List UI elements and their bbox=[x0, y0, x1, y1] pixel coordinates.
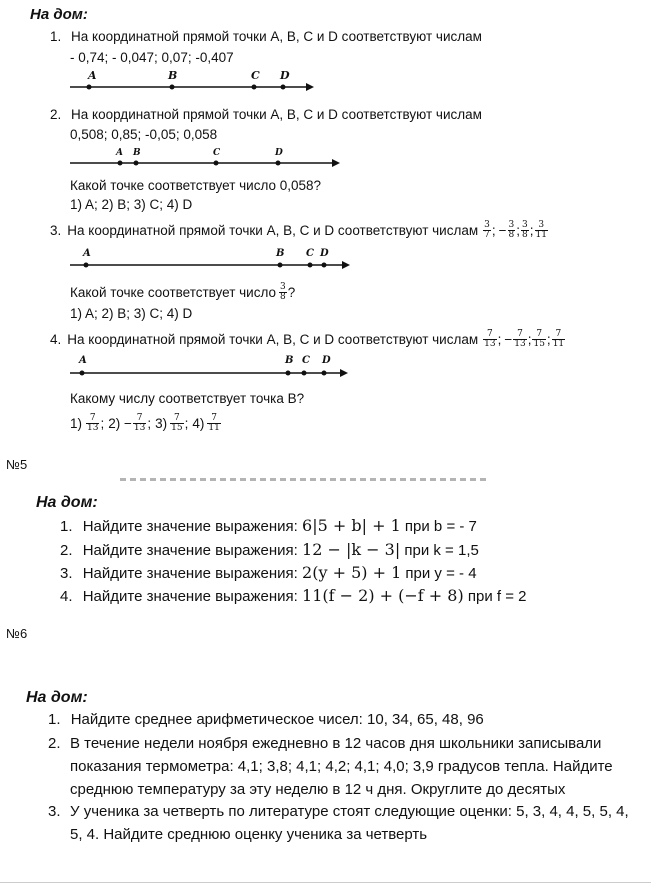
s3-item-1 bbox=[48, 711, 484, 728]
q4-answer-1-label: 1) bbox=[70, 415, 83, 431]
q3 bbox=[50, 218, 549, 242]
q2 bbox=[50, 107, 482, 122]
s2-item-3-text: Найдите значение выражения: bbox=[82, 565, 298, 582]
label-no6: №6 bbox=[6, 626, 28, 641]
s2-item-4-cond: при f = 2 bbox=[467, 588, 527, 605]
q4-answer-2-label: 2) − bbox=[108, 415, 132, 431]
s3-item-1-number: 1. bbox=[48, 711, 61, 728]
label-no5: №5 bbox=[6, 457, 28, 472]
s2-item-3-cond: при y = - 4 bbox=[405, 565, 477, 582]
q3-number-line bbox=[70, 260, 350, 272]
q3-point-a bbox=[84, 263, 89, 268]
s2-item-4 bbox=[60, 586, 527, 605]
q2-label-b: B bbox=[133, 148, 141, 158]
s2-item-1-number: 1. bbox=[60, 518, 73, 535]
q2-values: 0,508; 0,85; -0,05; 0,058 bbox=[70, 127, 218, 142]
q3-label-b: B bbox=[276, 248, 285, 259]
q2-number: 2. bbox=[50, 107, 62, 122]
section1-title: На дом: bbox=[30, 6, 88, 23]
q4-frac-1: $\frac{7}{13}$ bbox=[484, 328, 496, 349]
s3-item-2-line-2: показания термометра: 4,1; 3,8; 4,1; 4,2; 4,1; 4,0; 3,9 градусов тепла. Найдите bbox=[70, 758, 613, 775]
q4-point-b bbox=[286, 371, 291, 376]
s2-item-3 bbox=[60, 563, 477, 582]
q3-label-a: A bbox=[83, 248, 91, 259]
s3-item-3-line-2: 5, 4. Найдите среднюю оценку ученика за четверть bbox=[70, 826, 428, 843]
q4-answers: 1) $\frac{7}{13}$ ; 2) − $\frac{7}{13}$ ; 3) $\frac{7}{15}$ ; 4) $\frac{7}{11}$ bbox=[70, 412, 220, 433]
s2-item-2 bbox=[60, 540, 479, 559]
q2-point-d bbox=[276, 161, 281, 166]
q1-values: - 0,74; - 0,047; 0,07; -0,407 bbox=[70, 50, 234, 65]
q3-number: 3. bbox=[50, 222, 62, 238]
q4-frac-2-sign: − bbox=[504, 331, 513, 347]
q4-answer-3: $\frac{7}{15}$ bbox=[171, 412, 183, 433]
q3-point-b bbox=[278, 263, 283, 268]
q2-point-b bbox=[134, 161, 139, 166]
s3-item-2-number: 2. bbox=[48, 735, 61, 752]
q1-number-line bbox=[70, 82, 310, 94]
q1-point-a bbox=[87, 85, 92, 90]
s2-item-2-number: 2. bbox=[60, 542, 73, 559]
q2-number-line bbox=[70, 158, 340, 170]
s3-item-3-line-1: У ученика за четверть по литературе стоят следующие оценки: 5, 3, 4, 4, 5, 5, 4, bbox=[70, 803, 629, 820]
s2-item-3-expr: 2(y + 5) + 1 bbox=[302, 563, 402, 582]
q4-question: Какому числу соответствует точка B? bbox=[70, 391, 305, 406]
q4-frac-2: $\frac{7}{13}$ bbox=[514, 328, 526, 349]
q3-question-line: Какой точке соответствует число $\frac{3}{8}$ ? bbox=[70, 281, 296, 302]
q3-label-d: D bbox=[320, 248, 329, 259]
q4-text: На координатной прямой точки A, B, C и D соответствуют числам bbox=[67, 331, 479, 347]
q1-label-a: A bbox=[88, 69, 97, 82]
s2-item-4-text: Найдите значение выражения: bbox=[82, 588, 298, 605]
q1-label-b: B bbox=[168, 69, 178, 82]
q4-answer-4: $\frac{7}{11}$ bbox=[208, 412, 220, 433]
cropped-text-artifact bbox=[120, 478, 490, 481]
q4-answer-2: $\frac{7}{13}$ bbox=[133, 412, 146, 433]
q3-answers: 1) A; 2) B; 3) C; 4) D bbox=[70, 306, 193, 321]
q4-label-b: B bbox=[285, 355, 294, 366]
q2-question: Какой точке соответствует число 0,058? bbox=[70, 178, 322, 193]
s2-item-2-expr: 12 − |k − 3| bbox=[302, 540, 401, 559]
q4-label-d: D bbox=[322, 355, 331, 366]
q2-answers: 1) A; 2) B; 3) C; 4) D bbox=[70, 197, 193, 212]
q4 bbox=[50, 326, 566, 352]
s2-item-1-expr: 6|5 + b| + 1 bbox=[302, 516, 401, 535]
s2-item-1 bbox=[60, 516, 477, 535]
q1-label-c: C bbox=[251, 69, 260, 82]
s3-item-2-line-1: В течение недели ноября ежедневно в 12 часов дня школьники записывали bbox=[70, 735, 602, 752]
q1-point-d bbox=[281, 85, 286, 90]
q3-point-d bbox=[322, 263, 327, 268]
s3-item-3-number: 3. bbox=[48, 803, 61, 820]
q1-label-d: D bbox=[280, 69, 290, 82]
q3-fraction-list: $\frac{3}{7}$ ; − $\frac{3}{8}$ ; $\frac{3}{8}$ ; $\frac{3}{11}$ bbox=[484, 219, 547, 240]
q4-frac-4: $\frac{7}{11}$ bbox=[552, 328, 565, 349]
q4-point-c bbox=[302, 371, 307, 376]
q2-text: На координатной прямой точки A, B, C и D соответствуют числам bbox=[71, 107, 482, 122]
q3-point-c bbox=[308, 263, 313, 268]
s2-item-4-number: 4. bbox=[60, 588, 73, 605]
q3-frac-2-sign: − bbox=[498, 222, 507, 238]
q1-text: На координатной прямой точки A, B, C и D соответствуют числам bbox=[71, 29, 482, 44]
q3-frac-1: $\frac{3}{7}$ bbox=[484, 219, 490, 240]
q4-frac-3: $\frac{7}{15}$ bbox=[533, 328, 545, 349]
q4-point-a bbox=[80, 371, 85, 376]
q4-label-a: A bbox=[79, 355, 87, 366]
s2-item-4-expr: 11(f − 2) + (−f + 8) bbox=[302, 586, 464, 605]
q3-label-c: C bbox=[306, 248, 314, 259]
q3-frac-2: $\frac{3}{8}$ bbox=[508, 219, 515, 240]
q1-point-b bbox=[170, 85, 175, 90]
q2-point-a bbox=[118, 161, 123, 166]
section2-title: На дом: bbox=[36, 494, 98, 511]
q1-point-c bbox=[252, 85, 257, 90]
s3-item-1-line-1: Найдите среднее арифметическое чисел: 10, 34, 65, 48, 96 bbox=[70, 711, 484, 728]
q4-answer-1: $\frac{7}{13}$ bbox=[87, 412, 99, 433]
q1-number: 1. bbox=[50, 29, 62, 44]
q2-label-a: A bbox=[116, 148, 123, 158]
q2-point-c bbox=[214, 161, 219, 166]
q4-label-c: C bbox=[302, 355, 310, 366]
q3-question-frac: $\frac{3}{8}$ bbox=[280, 281, 286, 302]
q3-text: На координатной прямой точки A, B, C и D соответствуют числам bbox=[67, 222, 479, 238]
q3-question: Какой точке соответствует число bbox=[70, 284, 277, 300]
s2-item-1-text: Найдите значение выражения: bbox=[82, 518, 298, 535]
q4-point-d bbox=[322, 371, 327, 376]
q4-answer-3-label: 3) bbox=[155, 415, 168, 431]
s2-item-2-text: Найдите значение выражения: bbox=[82, 542, 298, 559]
q4-answer-4-label: 4) bbox=[192, 415, 205, 431]
q4-number-line bbox=[70, 368, 348, 380]
q3-frac-3: $\frac{3}{8}$ bbox=[522, 219, 528, 240]
q2-label-c: C bbox=[213, 148, 221, 158]
q4-fraction-list: $\frac{7}{13}$ ; − $\frac{7}{13}$ ; $\frac{7}{15}$ ; $\frac{7}{11}$ bbox=[484, 328, 565, 349]
q2-label-d: D bbox=[275, 148, 283, 158]
bottom-border bbox=[0, 882, 651, 883]
s2-item-3-number: 3. bbox=[60, 565, 73, 582]
q1 bbox=[50, 29, 482, 44]
s3-item-2-line-3: среднюю температуру за эту неделю в 12 ч дня. Округлите до десятых bbox=[70, 781, 566, 798]
s2-item-2-cond: при k = 1,5 bbox=[404, 542, 479, 559]
q3-frac-4: $\frac{3}{11}$ bbox=[535, 219, 547, 240]
q4-number: 4. bbox=[50, 331, 62, 347]
s2-item-1-cond: при b = - 7 bbox=[404, 518, 477, 535]
section3-title: На дом: bbox=[26, 689, 88, 706]
